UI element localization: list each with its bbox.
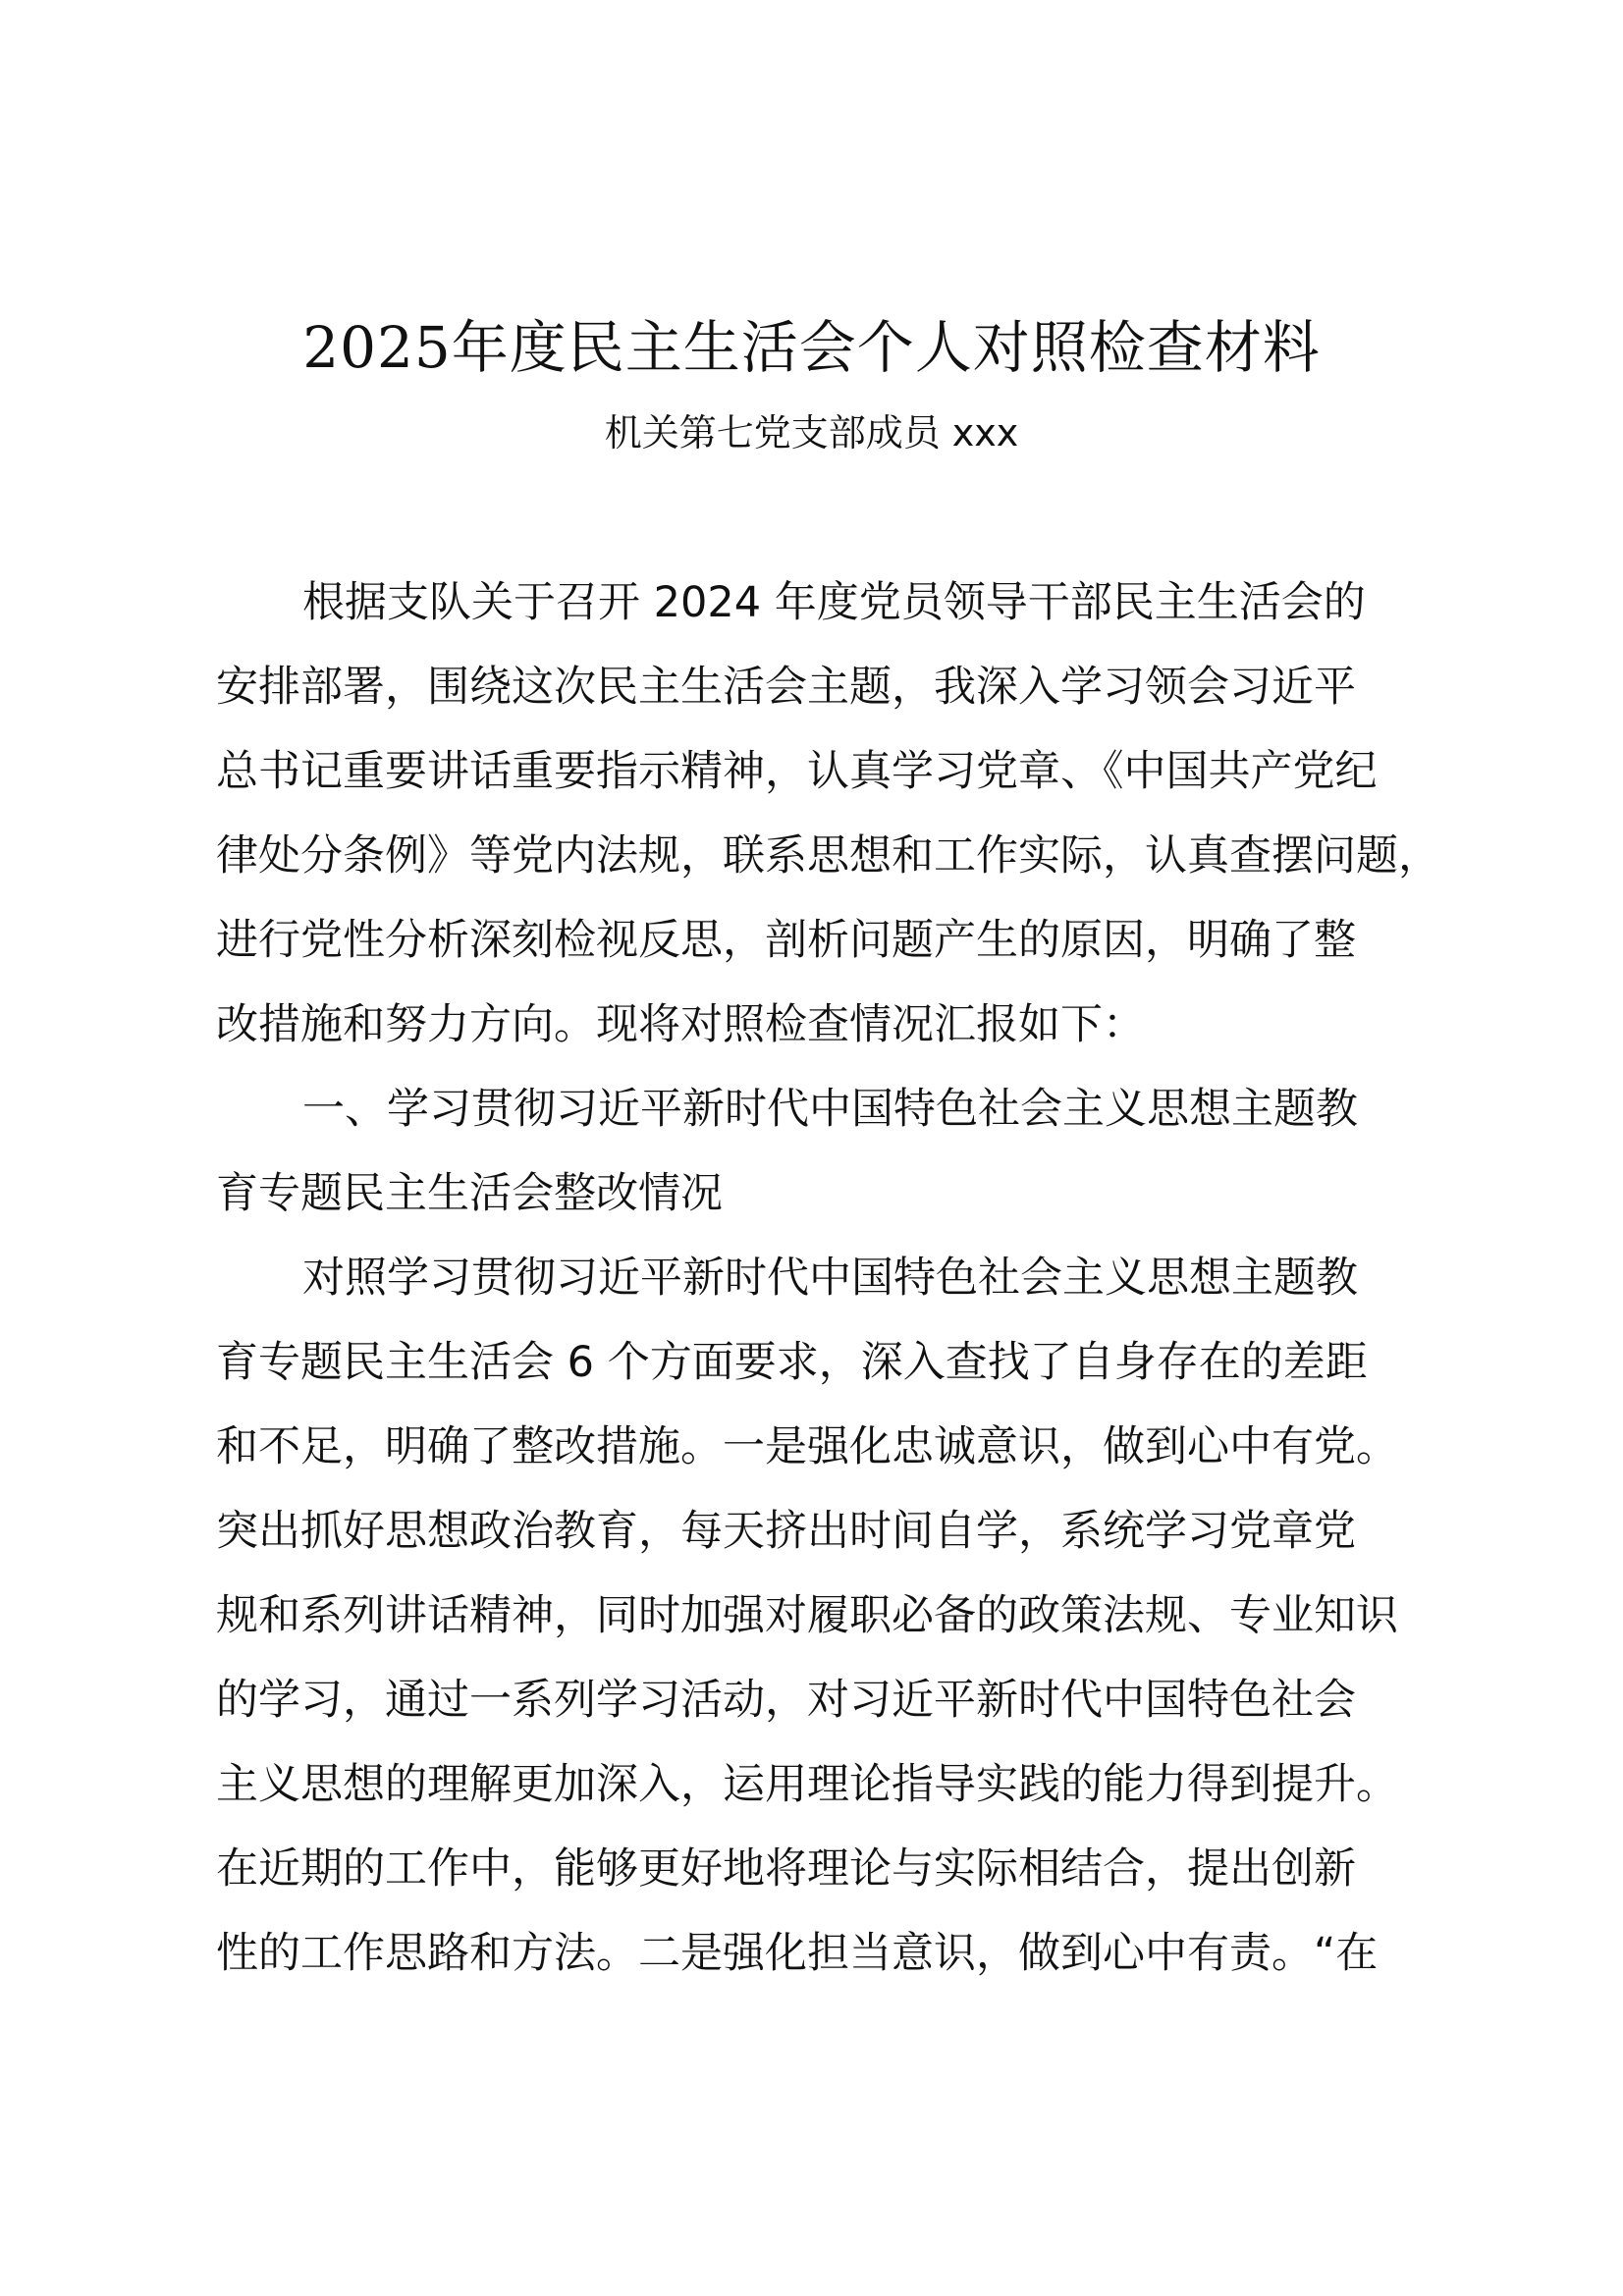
- body-line: 总书记重要讲话重要指示精神，认真学习党章、《中国共产党纪: [216, 747, 1378, 796]
- document-subtitle: 机关第七党支部成员 xxx: [604, 411, 1019, 454]
- body-line: 育专题民主生活会 6 个方面要求，深入查找了自身存在的差距: [216, 1338, 1368, 1387]
- body-line: 根据支队关于召开 2024 年度党员领导干部民主生活会的: [302, 578, 1366, 627]
- body-line: 主义思想的理解更加深入，运用理论指导实践的能力得到提升。: [216, 1760, 1398, 1809]
- body-line: 突出抓好思想政治教育，每天挤出时间自学，系统学习党章党: [216, 1507, 1356, 1556]
- document-title: 2025年度民主生活会个人对照检查材料: [302, 314, 1321, 381]
- body-line: 安排部署，围绕这次民主生活会主题，我深入学习领会习近平: [216, 663, 1356, 712]
- body-line: 进行党性分析深刻检视反思，剖析问题产生的原因，明确了整: [216, 916, 1356, 965]
- body-line: 对照学习贯彻习近平新时代中国特色社会主义思想主题教: [302, 1254, 1358, 1303]
- body-line: 改措施和努力方向。现将对照检查情况汇报如下：: [216, 1000, 1145, 1049]
- body-line: 律处分条例》等党内法规，联系思想和工作实际，认真查摆问题，: [216, 831, 1440, 881]
- body-line: 规和系列讲话精神，同时加强对履职必备的政策法规、专业知识: [216, 1591, 1398, 1640]
- body-line: 的学习，通过一系列学习活动，对习近平新时代中国特色社会: [216, 1676, 1356, 1725]
- body-line: 在近期的工作中，能够更好地将理论与实际相结合，提出创新: [216, 1844, 1356, 1894]
- section-heading-line: 一、学习贯彻习近平新时代中国特色社会主义思想主题教: [302, 1085, 1358, 1134]
- section-heading-line: 育专题民主生活会整改情况: [216, 1169, 723, 1218]
- body-line: 性的工作思路和方法。二是强化担当意识，做到心中有责。“在: [216, 1929, 1379, 1978]
- body-line: 和不足，明确了整改措施。一是强化忠诚意识，做到心中有党。: [216, 1422, 1398, 1471]
